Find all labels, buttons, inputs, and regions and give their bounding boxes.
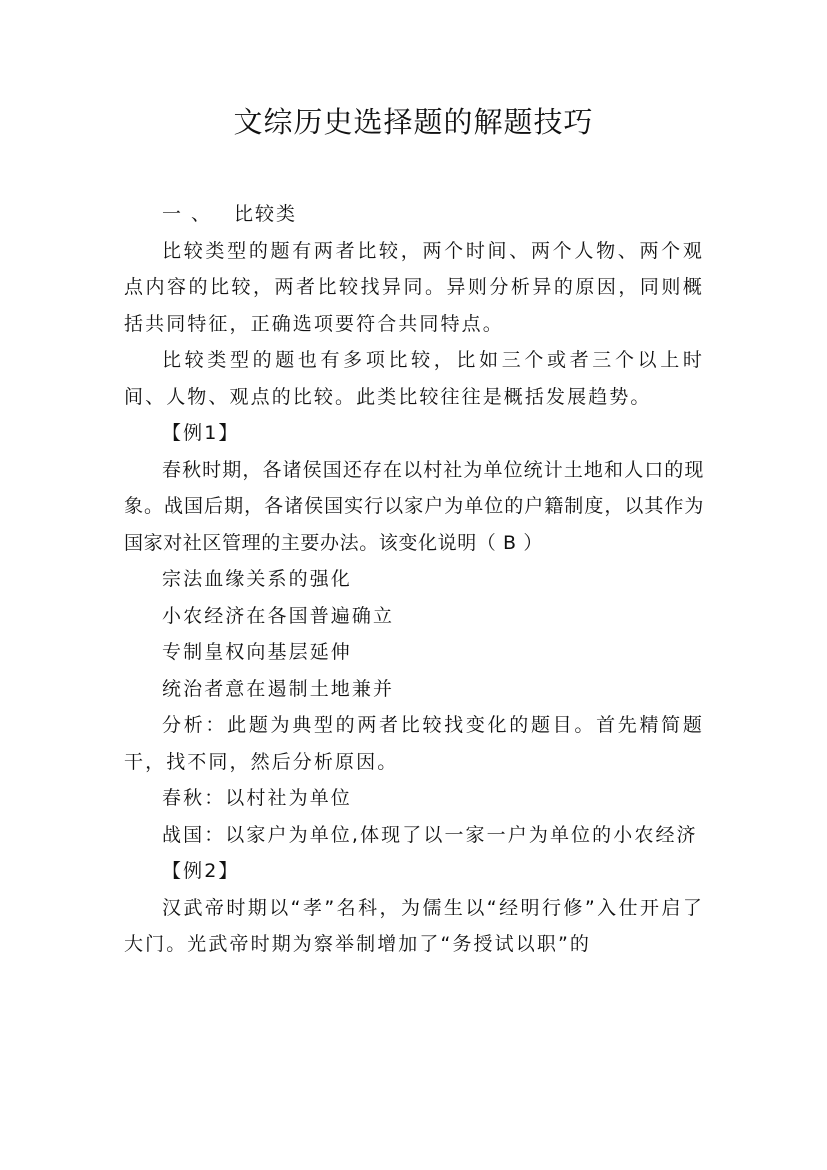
section-number: 一 、 [162,203,213,225]
document-title: 文综历史选择题的解题技巧 [233,105,594,139]
paragraph-comparison-two: 比较类型的题有两者比较，两个时间、两个人物、两个观点内容的比较，两者比较找异同。异则分析异的原因，同则概括共同特征，正确选项要符合共同特点。 [124,239,704,335]
example-2-label: 【例2】 [162,860,240,882]
chunqiu-note: 春秋：以村社为单位 [162,787,352,809]
section-heading [124,196,704,233]
example-2-text: 汉武帝时期以“孝”名科，为儒生以“经明行修”入仕开启了大门。光武帝时期为察举制增加了“务授试以职”的 [124,896,704,955]
zhanguo-note: 战国：以家户为单位,体现了以一家一户为单位的小农经济 [162,823,698,846]
paragraph-comparison-multiple: 比较类型的题也有多项比较，比如三个或者三个以上时间、人物、观点的比较。此类比较往往是概括发展趋势。 [124,349,704,408]
example-1-label: 【例1】 [162,422,240,444]
option-a: 宗法血缘关系的强化 [162,568,352,590]
example-1-question: 春秋时期，各诸侯国还存在以村社为单位统计土地和人口的现象。战国后期，各诸侯国实行以家户为单位的户籍制度，以其作为国家对社区管理的主要办法。该变化说明（ B ） [124,458,704,554]
section-title: 比较类 [234,203,298,225]
document-body [124,196,704,963]
option-b: 小农经济在各国普遍确立 [162,604,395,627]
analysis-paragraph: 分析：此题为典型的两者比较找变化的题目。首先精简题干，找不同，然后分析原因。 [124,714,704,773]
option-c: 专制皇权向基层延伸 [162,641,352,663]
option-d: 统治者意在遏制土地兼并 [162,677,395,700]
